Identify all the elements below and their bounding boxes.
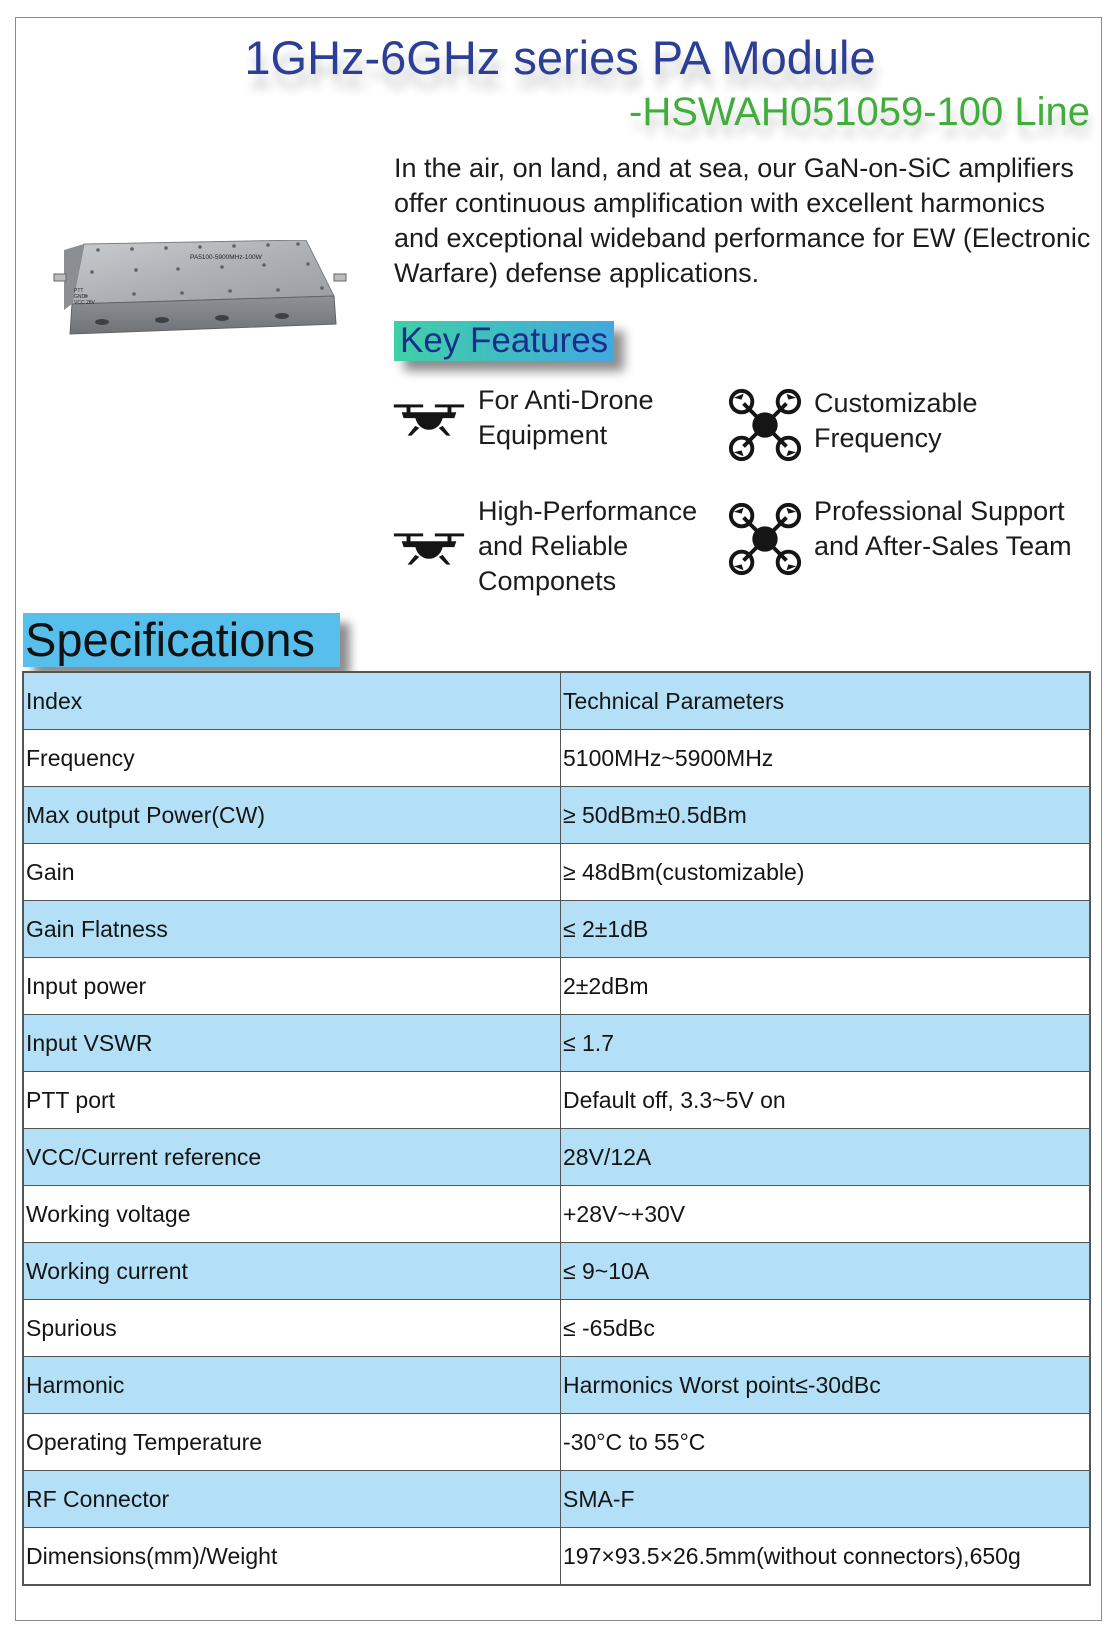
port-label-gnd: GND bbox=[74, 294, 86, 300]
feature-item bbox=[390, 494, 718, 599]
table-row bbox=[23, 901, 1090, 958]
spec-value-cell: ≤ -65dBc bbox=[561, 1300, 1091, 1357]
feature-item bbox=[726, 386, 1014, 464]
spec-value-cell: ≤ 2±1dB bbox=[561, 901, 1091, 958]
feature-text: For Anti-Drone Equipment bbox=[478, 385, 654, 450]
spec-value-cell: ≥ 50dBm±0.5dBm bbox=[561, 787, 1091, 844]
product-image bbox=[52, 240, 352, 360]
table-row bbox=[23, 1129, 1090, 1186]
feature-text: Customizable Frequency bbox=[814, 388, 978, 453]
table-row bbox=[23, 730, 1090, 787]
table-row bbox=[23, 844, 1090, 901]
spec-index-cell: Gain Flatness bbox=[23, 901, 561, 958]
table-row bbox=[23, 1015, 1090, 1072]
spec-value-cell: Default off, 3.3~5V on bbox=[561, 1072, 1091, 1129]
spec-value-cell: Harmonics Worst point≤-30dBc bbox=[561, 1357, 1091, 1414]
feature-item bbox=[390, 383, 688, 461]
spec-value-cell: 2±2dBm bbox=[561, 958, 1091, 1015]
spec-index-cell: Working voltage bbox=[23, 1186, 561, 1243]
spec-index-cell: VCC/Current reference bbox=[23, 1129, 561, 1186]
spec-value-cell: 197×93.5×26.5mm(without connectors),650g bbox=[561, 1528, 1091, 1586]
page-subtitle: -HSWAH051059-100 Line bbox=[629, 90, 1090, 134]
drone-side-icon bbox=[390, 383, 468, 461]
table-row bbox=[23, 1186, 1090, 1243]
column-header-parameters: Technical Parameters bbox=[561, 672, 1091, 730]
specifications-table bbox=[22, 671, 1091, 1586]
table-header-row bbox=[23, 672, 1090, 730]
product-label: PA5100-5900MHz-100W bbox=[190, 254, 262, 261]
table-row bbox=[23, 1072, 1090, 1129]
page-title: 1GHz-6GHz series PA Module bbox=[244, 31, 876, 84]
column-header-index: Index bbox=[23, 672, 561, 730]
spec-index-cell: Spurious bbox=[23, 1300, 561, 1357]
table-row bbox=[23, 1357, 1090, 1414]
table-row bbox=[23, 1471, 1090, 1528]
table-row bbox=[23, 1414, 1090, 1471]
spec-index-cell: Dimensions(mm)/Weight bbox=[23, 1528, 561, 1586]
table-row bbox=[23, 1300, 1090, 1357]
table-row bbox=[23, 1243, 1090, 1300]
quadcopter-icon bbox=[726, 386, 804, 464]
spec-value-cell: 5100MHz~5900MHz bbox=[561, 730, 1091, 787]
spec-value-cell: -30°C to 55°C bbox=[561, 1414, 1091, 1471]
spec-value-cell: SMA-F bbox=[561, 1471, 1091, 1528]
spec-index-cell: Max output Power(CW) bbox=[23, 787, 561, 844]
spec-index-cell: Operating Temperature bbox=[23, 1414, 561, 1471]
spec-index-cell: Gain bbox=[23, 844, 561, 901]
spec-value-cell: 28V/12A bbox=[561, 1129, 1091, 1186]
drone-side-icon bbox=[390, 512, 468, 590]
spec-index-cell: Frequency bbox=[23, 730, 561, 787]
spec-index-cell: Input VSWR bbox=[23, 1015, 561, 1072]
port-label-ptt: PTT bbox=[74, 288, 84, 294]
spec-index-cell: Input power bbox=[23, 958, 561, 1015]
quadcopter-icon bbox=[726, 500, 804, 578]
feature-text: Professional Support and After-Sales Team bbox=[814, 496, 1072, 561]
table-row bbox=[23, 787, 1090, 844]
specifications-heading: Specifications bbox=[23, 613, 340, 667]
spec-index-cell: RF Connector bbox=[23, 1471, 561, 1528]
table-row bbox=[23, 958, 1090, 1015]
spec-index-cell: Harmonic bbox=[23, 1357, 561, 1414]
rf-connector-right bbox=[334, 274, 346, 281]
spec-value-cell: +28V~+30V bbox=[561, 1186, 1091, 1243]
spec-index-cell: PTT port bbox=[23, 1072, 561, 1129]
rf-connector-left bbox=[54, 274, 66, 281]
table-row bbox=[23, 1528, 1090, 1586]
feature-item bbox=[726, 494, 1094, 578]
spec-index-cell: Working current bbox=[23, 1243, 561, 1300]
feature-text: High-Performance and Reliable Componets bbox=[478, 496, 698, 596]
key-features-heading: Key Features bbox=[394, 321, 614, 361]
product-top-face bbox=[72, 240, 334, 304]
spec-value-cell: ≤ 9~10A bbox=[561, 1243, 1091, 1300]
spec-value-cell: ≥ 48dBm(customizable) bbox=[561, 844, 1091, 901]
spec-value-cell: ≤ 1.7 bbox=[561, 1015, 1091, 1072]
port-label-vcc: VCC 28V bbox=[74, 300, 95, 306]
intro-paragraph: In the air, on land, and at sea, our GaN-on-SiC amplifiers offer continuous amplification with excellent harmonics and exceptional wideband performance for EW (Electronic Warfare) defense applications. bbox=[394, 153, 1091, 288]
